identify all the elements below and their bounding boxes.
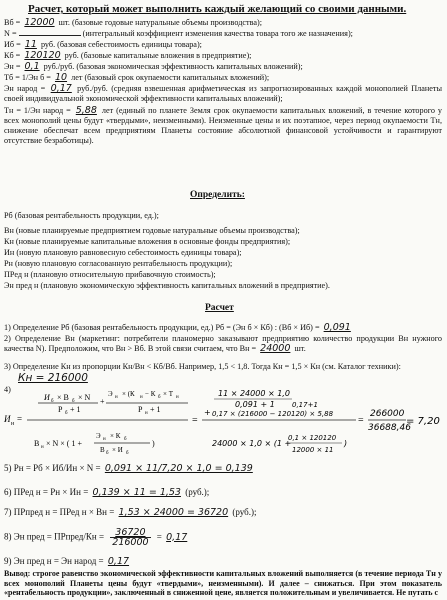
svg-text:б: б bbox=[124, 437, 127, 442]
svg-text:б: б bbox=[65, 411, 68, 416]
svg-text:× И: × И bbox=[112, 446, 123, 454]
svg-text:0,17+1: 0,17+1 bbox=[292, 401, 318, 409]
svg-text:): ) bbox=[344, 439, 348, 448]
determine-item: ПРед н (плановую относительную прибавочную стоимость); bbox=[4, 270, 216, 279]
input-value-ib: 11 bbox=[24, 39, 37, 50]
step-7: 7) ПРпред н = ПРед н × Вн = 1,53 × 24000 = 36720 (руб.); bbox=[4, 507, 257, 518]
svg-text:+: + bbox=[100, 397, 105, 406]
input-line-ib: Иб = 11 руб. (базовая себестоимость единицы товара); bbox=[4, 39, 202, 50]
svg-text:И: И bbox=[4, 414, 11, 424]
step-3: 3) Определение Кн из пропорции Кн/Вн < Кб/Вб. Например, 1,5 < 1,8. Тогда Кн = 1,5 × Кн (см. Каталог техники): bbox=[4, 362, 401, 371]
page-title: Расчет, который может выполнить каждый желающий со своими данными. bbox=[28, 3, 407, 15]
svg-text:б: б bbox=[126, 451, 129, 456]
svg-text:Р: Р bbox=[58, 405, 63, 414]
input-line-tn: Тн = 1/Эн народ = 5,88 лет (единый по планете Земля срок окупаемости капитальных вложений, в течение которого у всех монополий цены будут «твердыми», неизменными). Неизменные цены и их поэтапное, через период окупаемости Тн, снижение обеспечат всем предприятиям Планеты состояние абсолютной финансовой устойчивости и гарантируют отсутствие безработицы). bbox=[4, 105, 443, 145]
svg-text:б: б bbox=[158, 395, 161, 400]
step-7-values: 1,53 × 24000 = 36720 bbox=[118, 507, 229, 518]
step-5: 5) Рн = Рб × Иб/Ин × N = 0,091 × 11/7,20 × 1,0 = 0,139 bbox=[4, 463, 253, 474]
svg-text:б: б bbox=[106, 451, 109, 456]
input-line-n: N = (интегральный коэффициент изменения качества товара того же назначения); bbox=[4, 29, 353, 38]
svg-text:н: н bbox=[115, 395, 118, 400]
svg-text:× (К: × (К bbox=[122, 390, 135, 398]
svg-text:12000 × 11: 12000 × 11 bbox=[292, 446, 334, 454]
svg-text:=: = bbox=[358, 415, 364, 426]
svg-text:н: н bbox=[176, 395, 179, 400]
determine-heading: Определить: bbox=[190, 190, 245, 200]
svg-text:− К: − К bbox=[145, 390, 156, 398]
input-line-kb: Кб = 120120 руб. (базовые капитальные вложения в предприятие); bbox=[4, 50, 252, 61]
svg-text:б: б bbox=[51, 399, 54, 404]
step-5-values: 0,091 × 11/7,20 × 1,0 = 0,139 bbox=[104, 463, 253, 474]
svg-text:× К: × К bbox=[110, 432, 121, 440]
input-value-tn: 5,88 bbox=[75, 105, 97, 116]
svg-text:0,091 + 1: 0,091 + 1 bbox=[235, 400, 275, 409]
svg-text:0,17 × (216000 − 120120) × 5,8: 0,17 × (216000 − 120120) × 5,88 bbox=[212, 410, 334, 418]
determine-item: Ин (новую плановую равновесную себестоимость единицы товара); bbox=[4, 248, 242, 257]
step-9-value: 0,17 bbox=[107, 556, 130, 567]
input-value-en-narod: 0,17 bbox=[50, 83, 72, 94]
step-3-value: Кн = 216000 bbox=[18, 372, 88, 384]
svg-text:н: н bbox=[103, 437, 106, 442]
svg-text:=: = bbox=[17, 414, 23, 424]
step-8-value: 0,17 bbox=[166, 531, 188, 543]
svg-text:Э: Э bbox=[108, 390, 113, 398]
calc-heading: Расчет bbox=[205, 303, 234, 313]
input-value-tb: 10 bbox=[54, 72, 68, 83]
svg-text:0,1 × 120120: 0,1 × 120120 bbox=[288, 434, 337, 442]
step-4-label: 4) bbox=[4, 385, 11, 394]
step-6-values: 0,139 × 11 = 1,53 bbox=[92, 487, 181, 498]
svg-text:× N × ( 1 +: × N × ( 1 + bbox=[46, 439, 82, 448]
svg-text:+ 1: + 1 bbox=[150, 405, 161, 414]
step-1: 1) Определение Рб (базовая рентабельность продукции, ед.) Рб = (Эн б × Кб) : (Вб × Иб) = 0,091 bbox=[4, 322, 351, 333]
determine-item: Эн пред н (плановую экономическую эффективность капитальных вложений в предприятие). bbox=[4, 281, 330, 290]
step-4-final: = 7,20 bbox=[406, 416, 440, 427]
step-2-value: 24000 bbox=[260, 343, 291, 354]
svg-text:В: В bbox=[34, 439, 40, 448]
svg-text:н: н bbox=[145, 411, 148, 416]
input-line-tb: Тб = 1/Эн б = 10 лет (базовый срок окупаемости капитальных вложений); bbox=[4, 72, 270, 83]
svg-text:н: н bbox=[140, 395, 143, 400]
conclusion: Вывод: строгое равенство экономической эффективности капитальных вложений выполняется (в течение периода Тн у всех монополий Планеты цены будут «твердыми», неизменными). И далее – снижаться. При этом показатель «рентабельность продукции», заключенный в сниженной цене, является положительным и увеличивается. Не путать с bbox=[4, 569, 442, 597]
svg-text:И: И bbox=[44, 393, 50, 402]
input-line-en: Эн = 0,1 руб./руб. (базовая экономическая эффективность капитальных вложений); bbox=[4, 61, 303, 72]
step-8-den: 216000 bbox=[112, 537, 149, 548]
svg-text:+: + bbox=[204, 408, 211, 417]
svg-text:24000 × 1,0 × (1 +: 24000 × 1,0 × (1 + bbox=[212, 439, 292, 448]
step-4-result-num: 266000 bbox=[370, 409, 405, 419]
determine-item: Кн (новые планируемые капитальные вложения в основные фонды предприятия); bbox=[4, 237, 291, 246]
step-6: 6) ПРед н = Рн × Ин = 0,139 × 11 = 1,53 (руб.); bbox=[4, 487, 210, 498]
svg-text:В: В bbox=[100, 446, 105, 454]
step-4-result-den: 36688,46 bbox=[368, 423, 411, 433]
svg-text:× Т: × Т bbox=[163, 390, 173, 398]
svg-text:+ 1: + 1 bbox=[70, 405, 81, 414]
svg-text:Э: Э bbox=[96, 432, 101, 440]
svg-text:=: = bbox=[192, 415, 198, 426]
svg-text:× В: × В bbox=[57, 393, 69, 402]
step-8-num: 36720 bbox=[115, 527, 146, 538]
input-value-kb: 120120 bbox=[24, 50, 61, 61]
determine-item: Вн (новые планируемые предприятием годовые натуральные объемы производства); bbox=[4, 226, 300, 235]
input-line-en-narod: Эн народ = 0,17 руб./руб. (средняя взвешенная арифметическая из запрогнозированных каждой монополией Планеты своей индивидуальной экономической эффективности капитальных вложений); bbox=[4, 83, 442, 103]
svg-text:Р: Р bbox=[138, 405, 143, 414]
input-value-en: 0,1 bbox=[24, 61, 40, 72]
determine-item: Рн (новую плановую согласованную рентабельность продукции); bbox=[4, 259, 233, 268]
determine-item: Рб (базовая рентабельность продукции, ед.); bbox=[4, 211, 159, 220]
input-value-vb: 12000 bbox=[24, 17, 55, 28]
svg-text:11 × 24000 × 1,0: 11 × 24000 × 1,0 bbox=[218, 389, 290, 398]
svg-text:): ) bbox=[152, 439, 155, 448]
input-line-vb: Вб = 12000 шт. (базовые годовые натуральные объемы производства); bbox=[4, 17, 262, 28]
svg-text:н: н bbox=[41, 445, 44, 450]
step-8: 8) Эн пред = ПРпред/Кн = $\frac{36720}{216000}$ = 0,17 bbox=[4, 527, 188, 548]
step-9: 9) Эн пред н = Эн народ = 0,17 bbox=[4, 556, 130, 567]
svg-text:× N: × N bbox=[78, 393, 91, 402]
svg-text:б: б bbox=[72, 399, 75, 404]
step-1-value: 0,091 bbox=[323, 322, 351, 333]
svg-text:н: н bbox=[11, 421, 15, 427]
step-2: 2) Определение Вн (маркетинг: потребители планомерно заказывают предприятию количество продукции Вн нужного качества N). Предположим, что Вн > Вб. В этой связи считаем, что Вн = 24000 шт. bbox=[4, 334, 442, 354]
